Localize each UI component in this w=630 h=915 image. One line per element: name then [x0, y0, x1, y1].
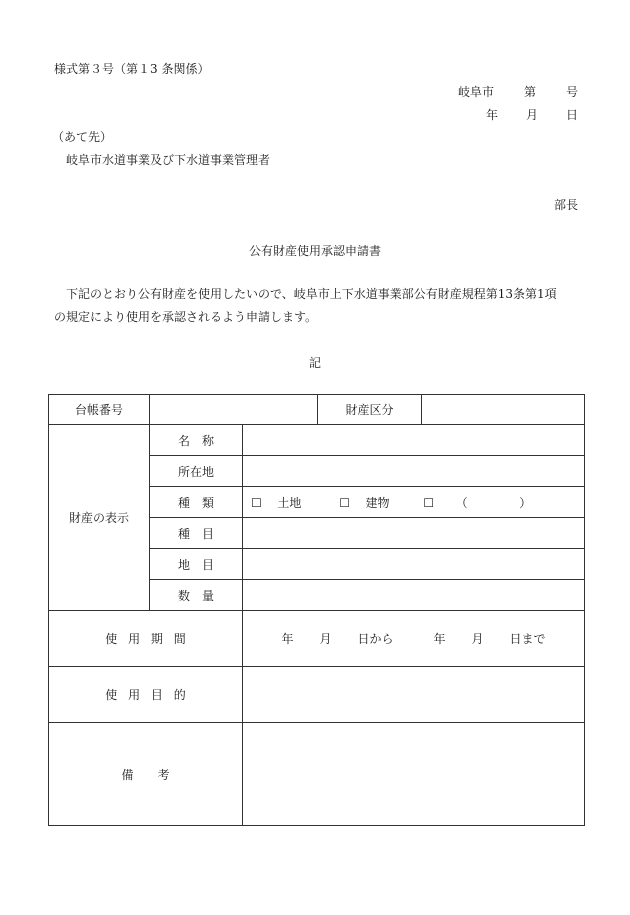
period-until: 日まで [509, 632, 546, 646]
issuer-dai: 第 [523, 85, 536, 99]
land-category-label: 地 目 [150, 549, 243, 580]
category-field[interactable] [243, 518, 585, 549]
period-year-1: 年 [281, 632, 294, 646]
issuer-go: 号 [565, 85, 578, 99]
ledger-number-label: 台帳番号 [49, 395, 150, 425]
date-year: 年 [485, 108, 498, 122]
table-row [49, 425, 585, 456]
table-row [49, 667, 585, 723]
period-field[interactable] [243, 611, 585, 667]
issuer-city: 岐阜市 [457, 85, 494, 99]
name-label: 名 称 [150, 425, 243, 456]
other-open-paren: （ [455, 495, 468, 510]
addressee-label: （あて先） [52, 130, 113, 144]
application-date [486, 106, 578, 123]
land-checkbox[interactable]: ☐ [251, 495, 262, 510]
period-month-1: 月 [319, 632, 332, 646]
body-line-2: の規定により使用を承認されるよう申請します。 [54, 310, 318, 324]
type-field [243, 487, 585, 518]
purpose-field[interactable] [243, 667, 585, 723]
issuer-line [458, 83, 578, 100]
purpose-label: 使用目的 [49, 667, 243, 723]
period-year-2: 年 [433, 632, 446, 646]
form-number: 様式第３号（第１3 条関係） [54, 62, 210, 76]
building-checkbox[interactable]: ☐ [339, 495, 350, 510]
property-category-label: 財産区分 [318, 395, 422, 425]
quantity-label: 数 量 [150, 580, 243, 611]
name-field[interactable] [243, 425, 585, 456]
body-text [54, 283, 584, 329]
property-category-field[interactable] [422, 395, 585, 425]
date-month: 月 [525, 108, 538, 122]
remarks-label: 備 考 [49, 723, 243, 826]
category-label: 種 目 [150, 518, 243, 549]
other-close-paren: ） [519, 495, 532, 510]
type-label: 種 類 [150, 487, 243, 518]
ki-heading: 記 [308, 356, 321, 370]
period-from: 日から [357, 632, 394, 646]
building-option-label: 建物 [365, 495, 390, 510]
land-category-field[interactable] [243, 549, 585, 580]
other-checkbox[interactable]: ☐ [423, 495, 434, 510]
date-day: 日 [565, 108, 578, 122]
document-title: 公有財産使用承認申請書 [248, 244, 381, 258]
property-display-label: 財産の表示 [49, 425, 150, 611]
period-label: 使用期間 [49, 611, 243, 667]
location-label: 所在地 [150, 456, 243, 487]
remarks-field[interactable] [243, 723, 585, 826]
ledger-number-field[interactable] [150, 395, 318, 425]
department-suffix: 部長 [553, 198, 578, 212]
addressee: 岐阜市水道事業及び下水道事業管理者 [66, 153, 271, 167]
quantity-field[interactable] [243, 580, 585, 611]
land-option-label: 土地 [277, 495, 302, 510]
period-month-2: 月 [471, 632, 484, 646]
table-row [49, 723, 585, 826]
location-field[interactable] [243, 456, 585, 487]
application-form-table [48, 394, 585, 826]
table-row [49, 611, 585, 667]
body-line-1: 下記のとおり公有財産を使用したいので、岐阜市上下水道事業部公有財産規程第13条第1項 [66, 287, 557, 301]
table-row [49, 395, 585, 425]
